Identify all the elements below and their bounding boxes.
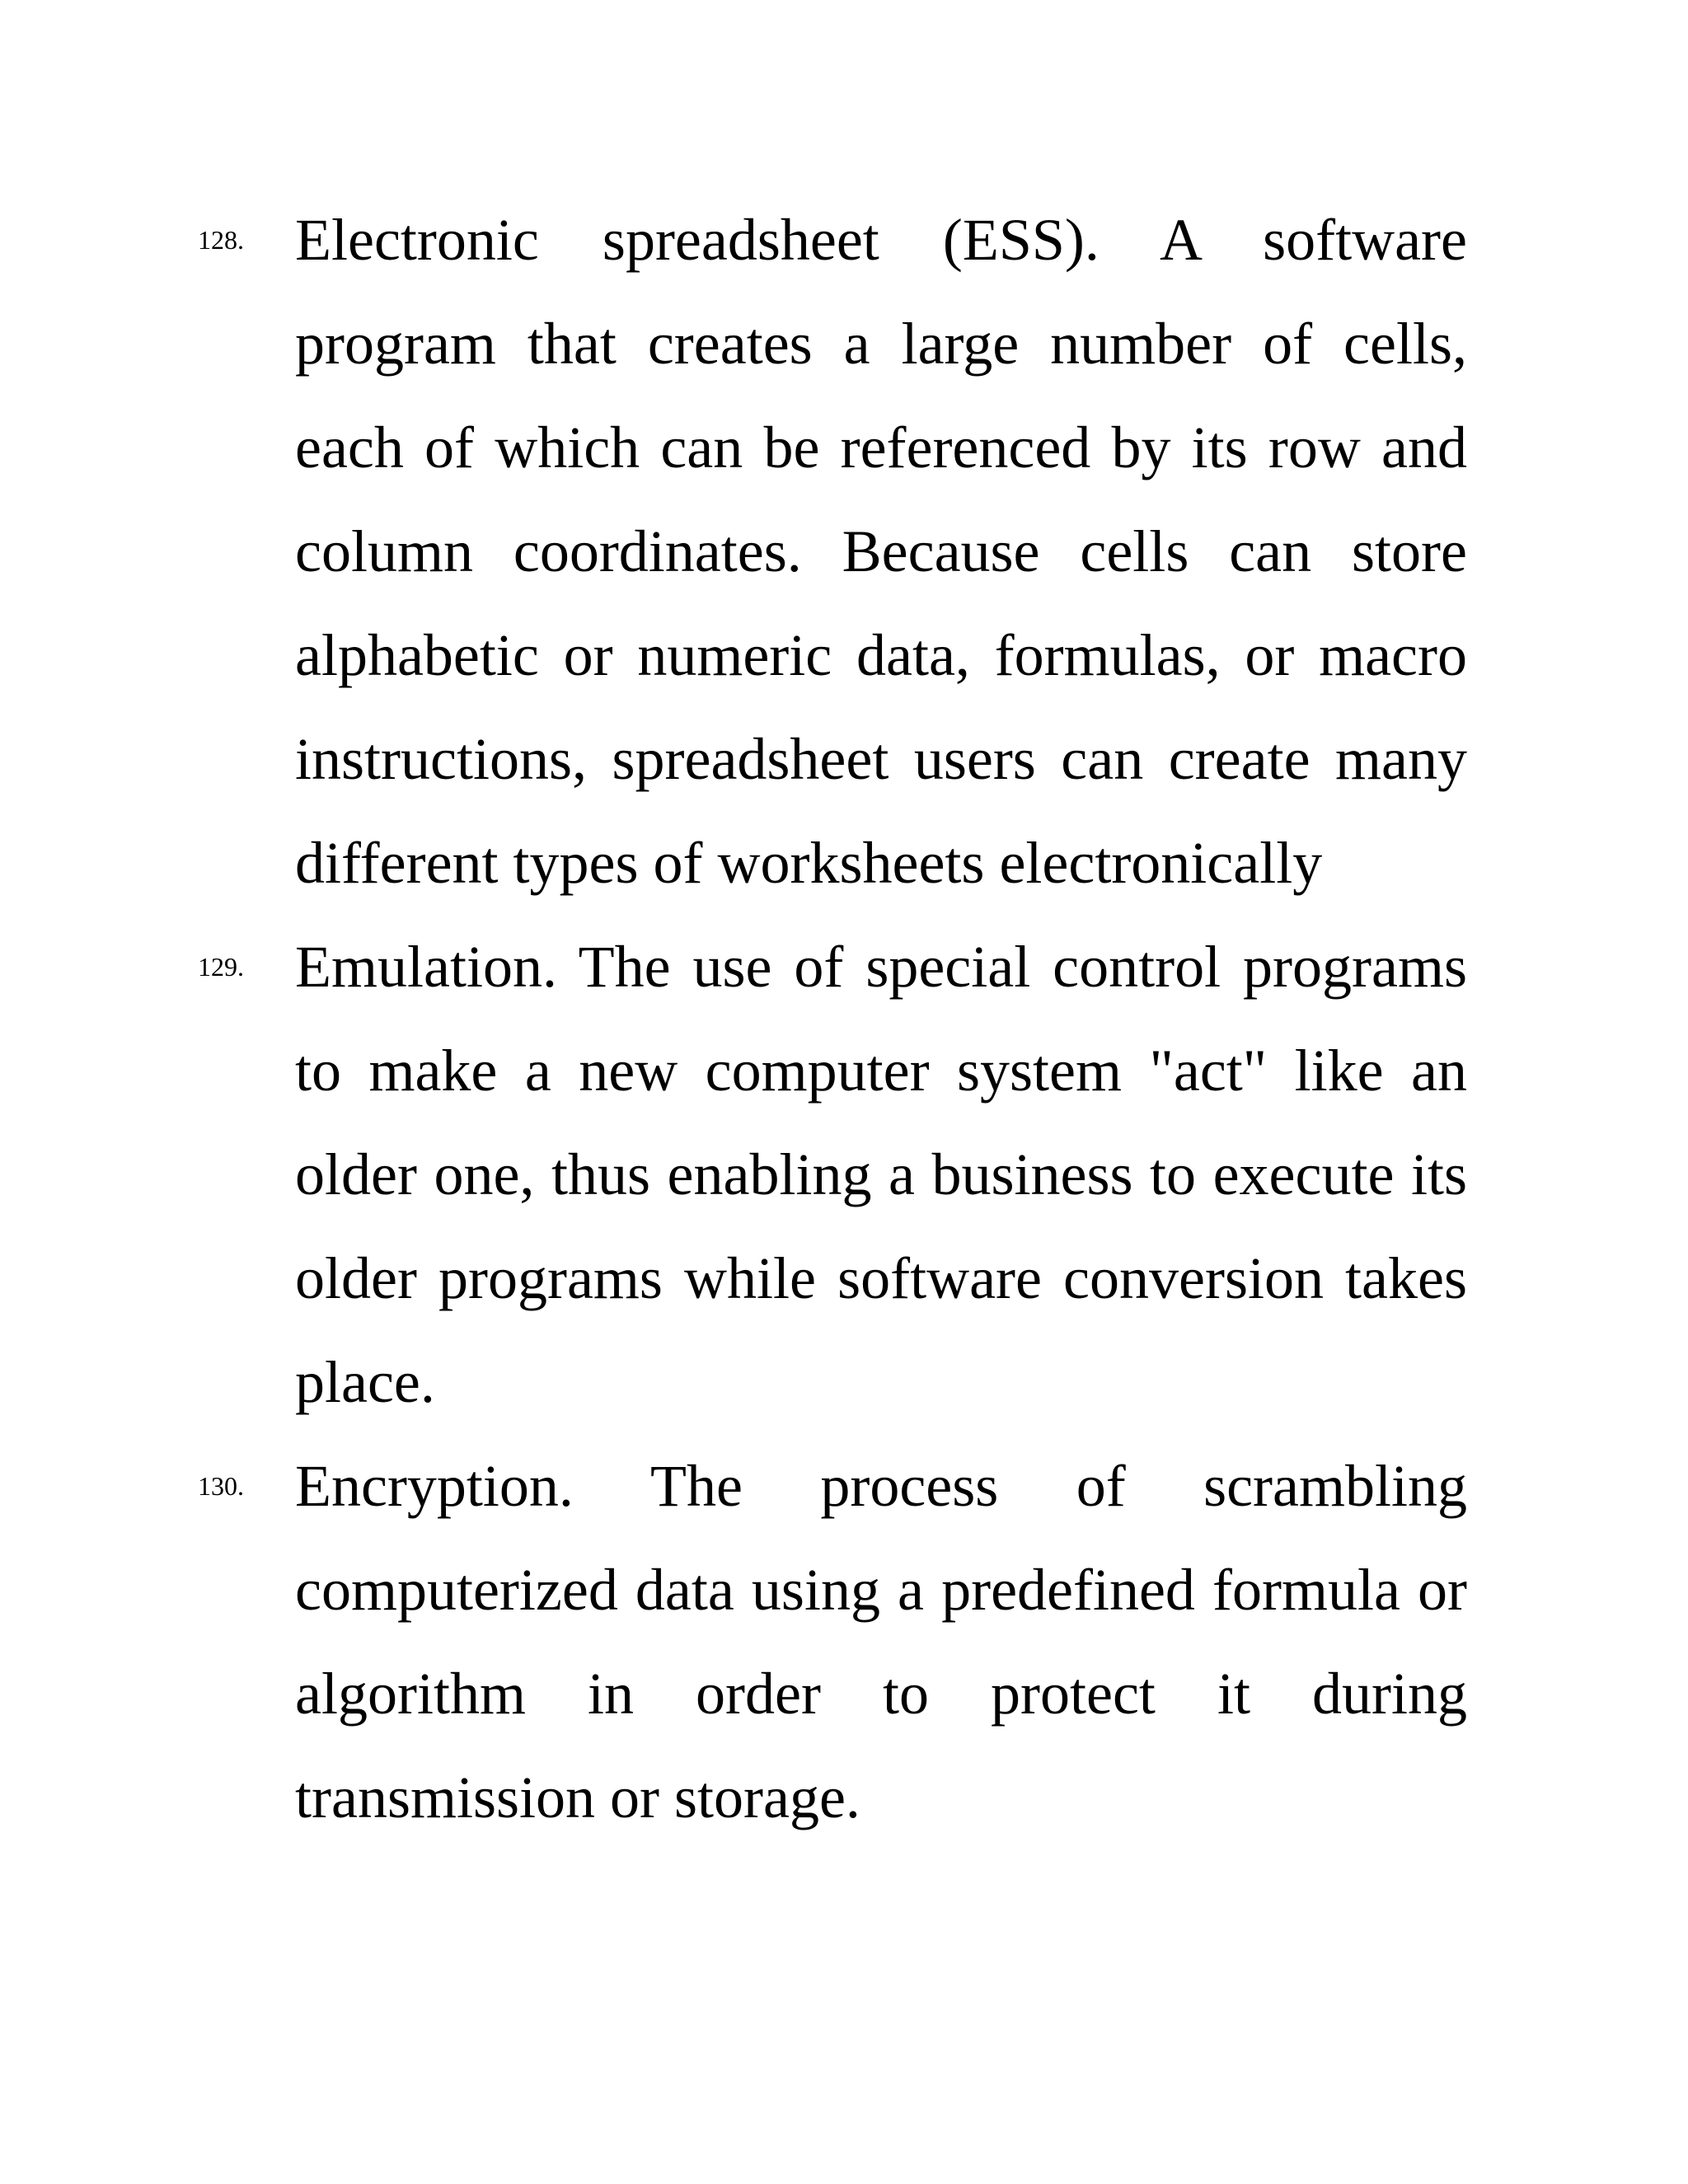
entry-number: 130. [198, 1471, 244, 1501]
glossary-entry [0, 1434, 1688, 1849]
entry-text: Electronic spreadsheet (ESS). A software program that creates a large number of cells, each of which can be referenced by its row and column coordinates. Because cells can store alphabetic or numeric data, formulas, or macro instructions, spreadsheet users can create many different types of worksheets electronically [295, 207, 1467, 896]
entry-text: Emulation. The use of special control programs to make a new computer system "act" like an older one, thus enabling a business to execute its older programs while software conversion takes place. [295, 934, 1467, 1415]
entry-number: 129. [198, 952, 244, 982]
glossary-entry [0, 188, 1688, 915]
entry-number: 128. [198, 225, 244, 255]
glossary-entries [0, 188, 1688, 1849]
entry-text: Encryption. The process of scrambling computerized data using a predefined formula or algorithm in order to protect it during transmission or storage. [295, 1453, 1467, 1830]
glossary-entry [0, 915, 1688, 1434]
